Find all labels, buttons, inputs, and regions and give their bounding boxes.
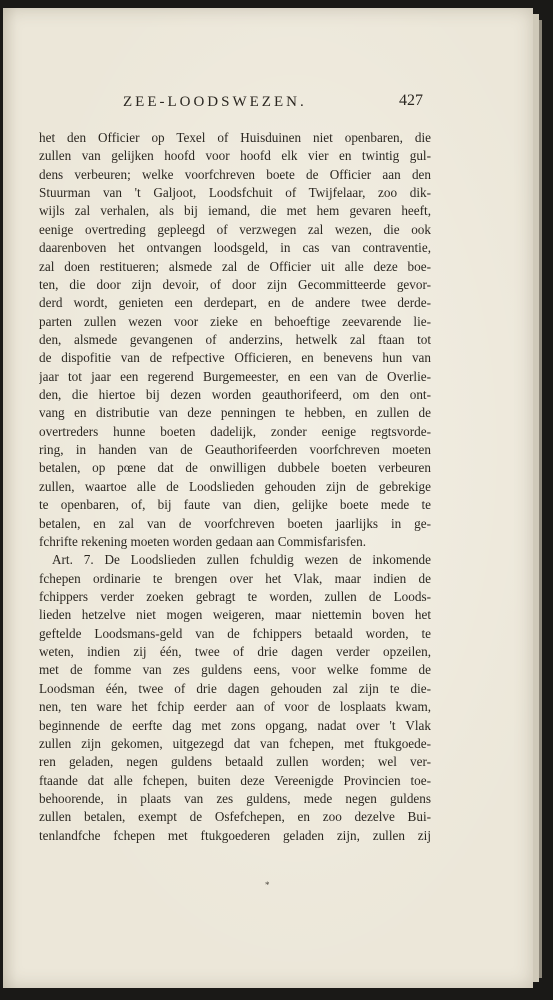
text-line: ren geladen, negen guldens betaald zullen worden; wel ver-: [39, 754, 431, 770]
text-line: wijls zal verhalen, als bij iemand, die met hem gevaren heeft,: [39, 203, 431, 219]
text-line: ring, in handen van de Geauthorifeerden voorfchreven moeten: [39, 442, 431, 458]
text-line: ten, die door zijn devoir, of door zijn Gecommitteerde gevor-: [39, 276, 431, 292]
text-line: fchippers verder zoeken gebragt te worden, zullen de Loods-: [39, 588, 431, 604]
page-edge-shadow: [539, 20, 542, 978]
text-line: het den Officier op Texel of Huisduinen niet openbaren, die: [39, 130, 431, 145]
text-line: den, alsmede gevangenen of anderzins, hetwelk zal ftaan tot: [39, 331, 431, 347]
text-line: weten, indien zij één, twee of drie dagen verder opzeilen,: [39, 644, 431, 660]
text-line: zullen van gelijken hoofd voor hoofd elk vier en twintig gul-: [39, 148, 431, 164]
signature-mark: *: [265, 880, 270, 890]
text-line: zullen betalen, exempt de Osfefchepen, en zoo dezelve Bui-: [39, 809, 431, 825]
text-line: fchepen ordinarie te brengen over het Vlak, maar indien de: [39, 570, 431, 586]
text-line: fchrifte rekening moeten worden gedaan aan Commisfarisfen.: [39, 533, 366, 549]
text-line: dens verbeuren; welke voorfchreven boete de Officier aan den: [39, 166, 431, 182]
text-line: nen, ten ware het fchip eerder aan of voor de losplaats kwam,: [39, 699, 431, 715]
text-line: zullen zijn gekomen, uitgezegd dat van fchepen, met ftukgoede-: [39, 735, 431, 751]
text-line: vang en distributie van deze penningen te hebben, en zullen de: [39, 405, 431, 421]
text-line: met de fomme van zes guldens eens, voor welke fomme de: [39, 662, 431, 678]
text-line: Stuurman van 't Galjoot, Loodsfchuit of Twijfelaar, zoo dik-: [39, 185, 431, 201]
text-line: tenlandfche fchepen met ftukgoederen geladen zijn, zullen zij: [39, 827, 431, 843]
text-line: te openbaren, of, bij faute van dien, gelijke boete mede te: [39, 497, 431, 513]
text-line: overtreders hunne boeten dadelijk, zonder eenige regtsvorde-: [39, 423, 431, 439]
body-text: [39, 129, 431, 845]
text-line: beginnende de eerfte dag met zons opgang, nadat over 't Vlak: [39, 717, 431, 733]
text-line: de dispofitie van de refpective Officieren, en benevens hun van: [39, 350, 431, 366]
text-line: ftaande dat alle fchepen, buiten deze Vereenigde Provincien toe-: [39, 772, 431, 788]
text-line: behoorende, in plaats van zes guldens, mede negen guldens: [39, 790, 431, 806]
text-line: daarenboven het ontvangen loodsgeld, in cas van contraventie,: [39, 240, 431, 256]
page-number: 427: [399, 92, 423, 109]
text-line: lieden hetzelve niet mogen weigeren, maar niettemin boven het: [39, 607, 431, 623]
text-line: derd wordt, genieten een derdepart, en de andere twee derde-: [39, 295, 431, 311]
text-line: geftelde Loodsmans-geld van de fchippers betaald worden, te: [39, 625, 431, 641]
text-line: betalen, op pœne dat de onwilligen dubbele boeten verbeuren: [39, 460, 431, 476]
text-line: den, die hiertoe bij dezen worden geauthorifeerd, om den ont-: [39, 387, 431, 403]
article-heading-line: Art. 7. De Loodslieden zullen fchuldig wezen de inkomende: [52, 552, 431, 568]
text-line: betalen, en zal van de voorfchreven boeten jaarlijks in ge-: [39, 515, 431, 531]
text-line: zal doen restitueren; alsmede zal de Officier uit alle deze boe-: [39, 258, 431, 274]
text-line: eenige overtreding gepleegd of verzwegen zal wezen, die ook: [39, 221, 431, 237]
book-page: [3, 8, 533, 988]
running-title: ZEE-LOODSWEZEN.: [123, 94, 307, 110]
text-line: jaar tot jaar een regerend Burgemeester, en een van de Overlie-: [39, 368, 431, 384]
text-line: parten zullen wezen voor zieke en behoeftige zeevarende lie-: [39, 313, 431, 329]
text-line: Loodsman één, twee of drie dagen gehouden zal zijn te die-: [39, 680, 431, 696]
text-line: zullen, waartoe alle de Loodslieden gehouden zijn de gebrekige: [39, 478, 431, 494]
